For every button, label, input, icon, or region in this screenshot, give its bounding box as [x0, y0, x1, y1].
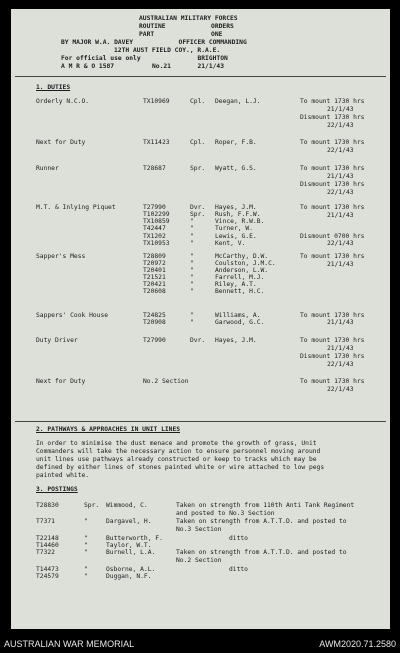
- duty-role: Sapper's Mess: [36, 253, 86, 260]
- header-line-5: 12TH AUST FIELD COY., R.A.E.: [114, 47, 221, 54]
- mount-time: Dismount 1730 hrs: [300, 114, 365, 121]
- service-number: T20972: [143, 260, 166, 267]
- mount-time: 22/1/43: [327, 240, 354, 247]
- section-rule: [15, 421, 386, 422]
- service-number: T20608: [143, 288, 166, 295]
- member-name: Burnell, L.A.: [106, 549, 156, 556]
- rank: ": [84, 566, 88, 573]
- header-rule: [15, 76, 386, 77]
- header-line-4: BY MAJOR W.A. DAVEY OFFICER COMMANDING: [61, 39, 247, 46]
- service-number: T7322: [36, 549, 55, 556]
- service-number: T22148: [36, 535, 59, 542]
- duty-role: Runner: [36, 165, 59, 172]
- member-name: Hayes, J.M.: [215, 204, 257, 211]
- duty-role: Next for Duty: [36, 139, 86, 146]
- paragraph-line: In order to minimise the dust menace and promote the growth of grass, Unit: [36, 440, 317, 447]
- service-number: T27990: [143, 337, 166, 344]
- paragraph-line: painted white.: [36, 472, 90, 479]
- rank: ": [190, 274, 194, 281]
- header-line-1: AUSTRALIAN MILITARY FORCES: [139, 15, 238, 22]
- service-number: TX11423: [143, 139, 170, 146]
- member-name: Garwood, G.C.: [215, 319, 265, 326]
- member-name: Lewis, G.E.: [215, 233, 257, 240]
- footer-bar: [0, 633, 400, 653]
- service-number: No.2 Section: [143, 378, 189, 385]
- section-2-heading: 2. PATHWAYS & APPROACHES IN UNIT LINES: [36, 426, 181, 433]
- rank: ": [190, 260, 194, 267]
- service-number: T28830: [36, 502, 59, 509]
- rank: Cpl.: [190, 98, 206, 105]
- posting-note: Taken on strength from A.T.T.D. and posted to: [176, 518, 347, 525]
- service-number: T24579: [36, 573, 59, 580]
- member-name: Vince, R.W.B.: [215, 218, 265, 225]
- member-name: Taylor, W.T.: [106, 542, 152, 549]
- service-number: T27990: [143, 204, 166, 211]
- rank: ": [190, 288, 194, 295]
- rank: ": [190, 281, 194, 288]
- service-number: T102299: [143, 211, 170, 218]
- mount-time: To mount 1730 hrs: [300, 98, 365, 105]
- routine-orders-page: [11, 9, 390, 629]
- member-name: Farrell, M.J.: [215, 274, 265, 281]
- member-name: Coulston, J.M.C.: [215, 260, 276, 267]
- duty-role: Next for Duty: [36, 378, 86, 385]
- paragraph-line: unit lines use pathways already constructed or keep to tracks which may be: [36, 456, 317, 463]
- service-number: T20908: [143, 319, 166, 326]
- header-line-7: A M R & O 1587 No.21 21/1/43: [61, 63, 225, 70]
- rank: Spr.: [84, 502, 100, 509]
- header-line-6: For official use only BRIGHTON: [61, 55, 228, 62]
- member-name: Osborne, A.L.: [106, 566, 156, 573]
- service-number: T20401: [143, 267, 166, 274]
- service-number: T24825: [143, 312, 166, 319]
- rank: ": [190, 218, 194, 225]
- service-number: T21521: [143, 274, 166, 281]
- member-name: Bennett, H.C.: [215, 288, 265, 295]
- mount-time: To mount 1730 hrs: [300, 165, 365, 172]
- footer-credit: AUSTRALIAN WAR MEMORIAL: [4, 639, 135, 649]
- rank: ": [84, 549, 88, 556]
- rank: Dvr.: [190, 204, 206, 211]
- rank: Spr.: [190, 211, 206, 218]
- section-3-heading: 3. POSTINGS: [36, 486, 78, 493]
- member-name: Williams, A.: [215, 312, 261, 319]
- rank: ": [84, 542, 88, 549]
- mount-time: To mount 1730 hrs: [300, 312, 365, 319]
- service-number: TX10859: [143, 218, 170, 225]
- mount-time: 22/1/43: [327, 189, 354, 196]
- duty-role: Orderly N.C.O.: [36, 98, 90, 105]
- header-line-3: PART ONE: [139, 31, 223, 38]
- mount-time: 22/1/43: [327, 147, 354, 154]
- mount-time: Dismount 1730 hrs: [300, 353, 365, 360]
- mount-time: To mount 1730 hrs: [300, 253, 365, 260]
- duty-role: Sappers' Cook House: [36, 312, 109, 319]
- mount-time: 22/1/43: [327, 361, 354, 368]
- rank: ": [190, 312, 194, 319]
- mount-time: To mount 1730 hrs: [300, 204, 365, 211]
- duty-role: M.T. & Inlying Piquet: [36, 204, 116, 211]
- service-number: TX1202: [143, 233, 166, 240]
- posting-note: and posted to No.3 Section: [176, 510, 275, 517]
- posting-note: Taken on strength from A.T.T.D. and posted to: [176, 549, 347, 556]
- member-name: Riley, A.T.: [215, 281, 257, 288]
- member-name: Wimmood, C.: [106, 502, 148, 509]
- paragraph-line: defined by either lines of stones painted white or wire attached to low pegs: [36, 464, 325, 471]
- section-1-heading: 1. DUTIES: [36, 84, 71, 91]
- service-number: T20421: [143, 281, 166, 288]
- member-name: Turner, W.: [215, 225, 253, 232]
- rank: ": [190, 319, 194, 326]
- rank: ": [190, 240, 194, 247]
- member-name: Wyatt, G.S.: [215, 165, 257, 172]
- rank: Spr.: [190, 165, 206, 172]
- duty-role: Duty Driver: [36, 337, 78, 344]
- posting-note: ditto: [229, 535, 248, 542]
- service-number: T14473: [36, 566, 59, 573]
- mount-time: Dismount 1730 hrs: [300, 181, 365, 188]
- mount-time: 21/1/43: [327, 261, 354, 268]
- service-number: T42447: [143, 225, 166, 232]
- rank: ": [84, 518, 88, 525]
- service-number: T7371: [36, 518, 55, 525]
- rank: ": [84, 573, 88, 580]
- service-number: T28687: [143, 165, 166, 172]
- member-name: Roper, F.B.: [215, 139, 257, 146]
- mount-time: 21/1/43: [327, 173, 354, 180]
- mount-time: To mount 1730 hrs: [300, 337, 365, 344]
- rank: Dvr.: [190, 337, 206, 344]
- mount-time: 22/1/43: [327, 122, 354, 129]
- rank: ": [190, 267, 194, 274]
- rank: Cpl.: [190, 139, 206, 146]
- mount-time: Dismount 0700 hrs: [300, 233, 365, 240]
- member-name: Anderson, L.W.: [215, 267, 269, 274]
- mount-time: 21/1/43: [327, 345, 354, 352]
- posting-note: Taken on strength from 110th Anti Tank Regiment: [176, 502, 355, 509]
- posting-note: No.3 Section: [176, 526, 222, 533]
- mount-time: 21/1/43: [327, 319, 354, 326]
- service-number: TX10969: [143, 98, 170, 105]
- service-number: T14460: [36, 542, 59, 549]
- footer-accession: AWM2020.71.2580: [319, 639, 396, 649]
- rank: ": [190, 225, 194, 232]
- member-name: Dargavel, H.: [106, 518, 152, 525]
- service-number: T28809: [143, 253, 166, 260]
- rank: ": [190, 233, 194, 240]
- member-name: Deegan, L.J.: [215, 98, 261, 105]
- header-line-2: ROUTINE ORDERS: [139, 23, 234, 30]
- posting-note: No.2 Section: [176, 557, 222, 564]
- member-name: Kent, V.: [215, 240, 246, 247]
- paragraph-line: Commanders will take the necessary action to ensure personnel moving around: [36, 448, 321, 455]
- member-name: Hayes, J.M.: [215, 337, 257, 344]
- service-number: TX10953: [143, 240, 170, 247]
- mount-time: 21/1/43: [327, 106, 354, 113]
- rank: ": [190, 253, 194, 260]
- mount-time: To mount 1730 hrs: [300, 139, 365, 146]
- member-name: Duggan, N.F.: [106, 573, 152, 580]
- mount-time: 22/1/43: [327, 386, 354, 393]
- posting-note: ditto: [229, 566, 248, 573]
- member-name: Butterworth, F.: [106, 535, 163, 542]
- member-name: McCarthy, D.W.: [215, 253, 269, 260]
- member-name: Rush, F.F.W.: [215, 211, 261, 218]
- rank: ": [84, 535, 88, 542]
- mount-time: 21/1/43: [327, 212, 354, 219]
- mount-time: To mount 1730 hrs: [300, 378, 365, 385]
